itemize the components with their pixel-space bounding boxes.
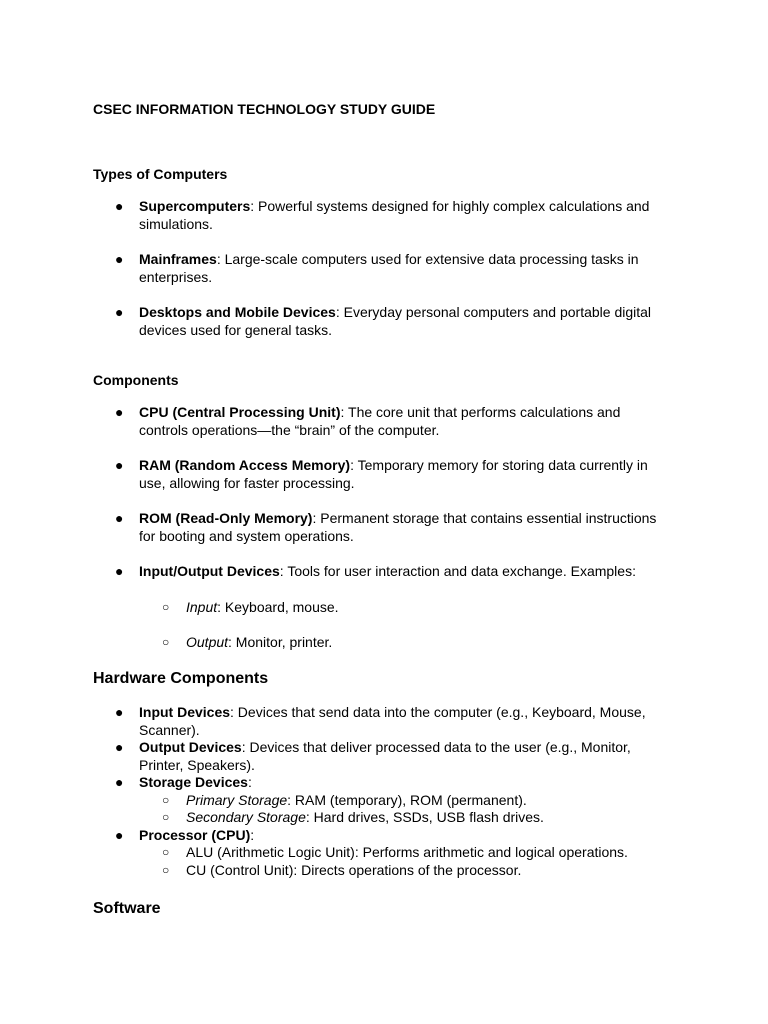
bullet-icon: ● bbox=[115, 826, 124, 843]
software-heading: Software bbox=[93, 900, 161, 917]
types-of-computers-section bbox=[93, 166, 672, 357]
list-item bbox=[93, 704, 672, 739]
list-item bbox=[93, 827, 672, 845]
types-list bbox=[93, 198, 672, 339]
sub-list-item bbox=[93, 599, 672, 617]
list-item bbox=[93, 510, 672, 545]
list-item bbox=[93, 457, 672, 492]
item-term: Input/Output Devices bbox=[139, 563, 280, 579]
circle-bullet-icon: ○ bbox=[162, 810, 170, 824]
bullet-icon: ● bbox=[115, 774, 124, 790]
bullet-icon: ● bbox=[115, 198, 124, 214]
item-desc: CU (Control Unit): Directs operations of the processor. bbox=[186, 861, 522, 878]
bullet-icon: ● bbox=[115, 563, 124, 579]
bullet-icon: ● bbox=[115, 704, 124, 720]
item-term: RAM (Random Access Memory) bbox=[139, 457, 351, 473]
item-term: CPU (Central Processing Unit) bbox=[139, 404, 341, 420]
sub-list-item bbox=[93, 862, 672, 880]
software-section bbox=[93, 899, 672, 919]
item-desc: ALU (Arithmetic Logic Unit): Performs arithmetic and logical operations. bbox=[186, 844, 628, 860]
item-desc: : Powerful systems designed for highly complex calculations and simulations. bbox=[139, 198, 650, 232]
sub-list-item bbox=[93, 844, 672, 862]
circle-bullet-icon: ○ bbox=[162, 599, 170, 614]
circle-bullet-icon: ○ bbox=[162, 635, 170, 649]
list-item bbox=[93, 404, 672, 439]
components-heading: Components bbox=[93, 372, 179, 388]
item-desc: : Hard drives, SSDs, USB flash drives. bbox=[305, 809, 544, 825]
item-desc: : Temporary memory for storing data currently in use, allowing for faster processing. bbox=[139, 457, 648, 491]
components-section bbox=[93, 372, 672, 670]
item-desc: : RAM (temporary), ROM (permanent). bbox=[287, 791, 527, 808]
item-desc: : Permanent storage that contains essential instructions for booting and system operations. bbox=[139, 510, 657, 544]
bullet-icon: ● bbox=[115, 304, 124, 320]
sub-list-item bbox=[93, 634, 672, 652]
bullet-icon: ● bbox=[115, 510, 124, 526]
item-desc: : The core unit that performs calculations and controls operations—the “brain” of the computer. bbox=[139, 404, 621, 438]
item-term: ROM (Read-Only Memory) bbox=[139, 510, 313, 526]
list-item bbox=[93, 304, 672, 339]
item-term: Input Devices bbox=[139, 704, 231, 720]
item-desc: : Monitor, printer. bbox=[228, 634, 333, 650]
circle-bullet-icon: ○ bbox=[162, 792, 170, 807]
circle-bullet-icon: ○ bbox=[162, 862, 170, 877]
components-list bbox=[93, 404, 672, 652]
sub-list-item bbox=[93, 792, 672, 810]
item-desc: : Keyboard, mouse. bbox=[217, 598, 339, 615]
item-term: Mainframes bbox=[139, 251, 217, 267]
item-desc: : Large-scale computers used for extensive data processing tasks in enterprises. bbox=[139, 251, 639, 285]
item-desc: : Everyday personal computers and portable digital devices used for general tasks. bbox=[139, 304, 652, 338]
item-desc: : Devices that deliver processed data to the user (e.g., Monitor, Printer, Speakers). bbox=[139, 739, 631, 773]
item-term: Processor (CPU) bbox=[139, 826, 251, 843]
list-item bbox=[93, 251, 672, 286]
item-desc: : bbox=[250, 826, 255, 843]
item-term: Desktops and Mobile Devices bbox=[139, 304, 336, 320]
hardware-heading: Hardware Components bbox=[93, 670, 269, 687]
item-term: Secondary Storage bbox=[186, 809, 306, 825]
item-term: Output Devices bbox=[139, 739, 242, 755]
item-desc: : Tools for user interaction and data exchange. Examples: bbox=[279, 563, 636, 579]
list-item bbox=[93, 563, 672, 581]
document-title: CSEC INFORMATION TECHNOLOGY STUDY GUIDE bbox=[93, 101, 436, 117]
hardware-list bbox=[93, 704, 672, 879]
item-term: Storage Devices bbox=[139, 774, 248, 790]
item-term: Primary Storage bbox=[186, 791, 288, 808]
list-item bbox=[93, 774, 672, 792]
item-desc: : bbox=[247, 774, 252, 790]
bullet-icon: ● bbox=[115, 251, 124, 267]
circle-bullet-icon: ○ bbox=[162, 845, 170, 859]
item-term: Input bbox=[186, 598, 218, 615]
bullet-icon: ● bbox=[115, 457, 124, 473]
list-item bbox=[93, 739, 672, 774]
bullet-icon: ● bbox=[115, 739, 124, 755]
types-heading: Types of Computers bbox=[93, 166, 228, 182]
item-term: Supercomputers bbox=[139, 198, 251, 214]
item-term: Output bbox=[186, 634, 229, 650]
list-item bbox=[93, 198, 672, 233]
bullet-icon: ● bbox=[115, 404, 124, 420]
item-desc: : Devices that send data into the computer (e.g., Keyboard, Mouse, Scanner). bbox=[139, 704, 646, 738]
hardware-components-section bbox=[93, 669, 672, 879]
sub-list-item bbox=[93, 809, 672, 827]
